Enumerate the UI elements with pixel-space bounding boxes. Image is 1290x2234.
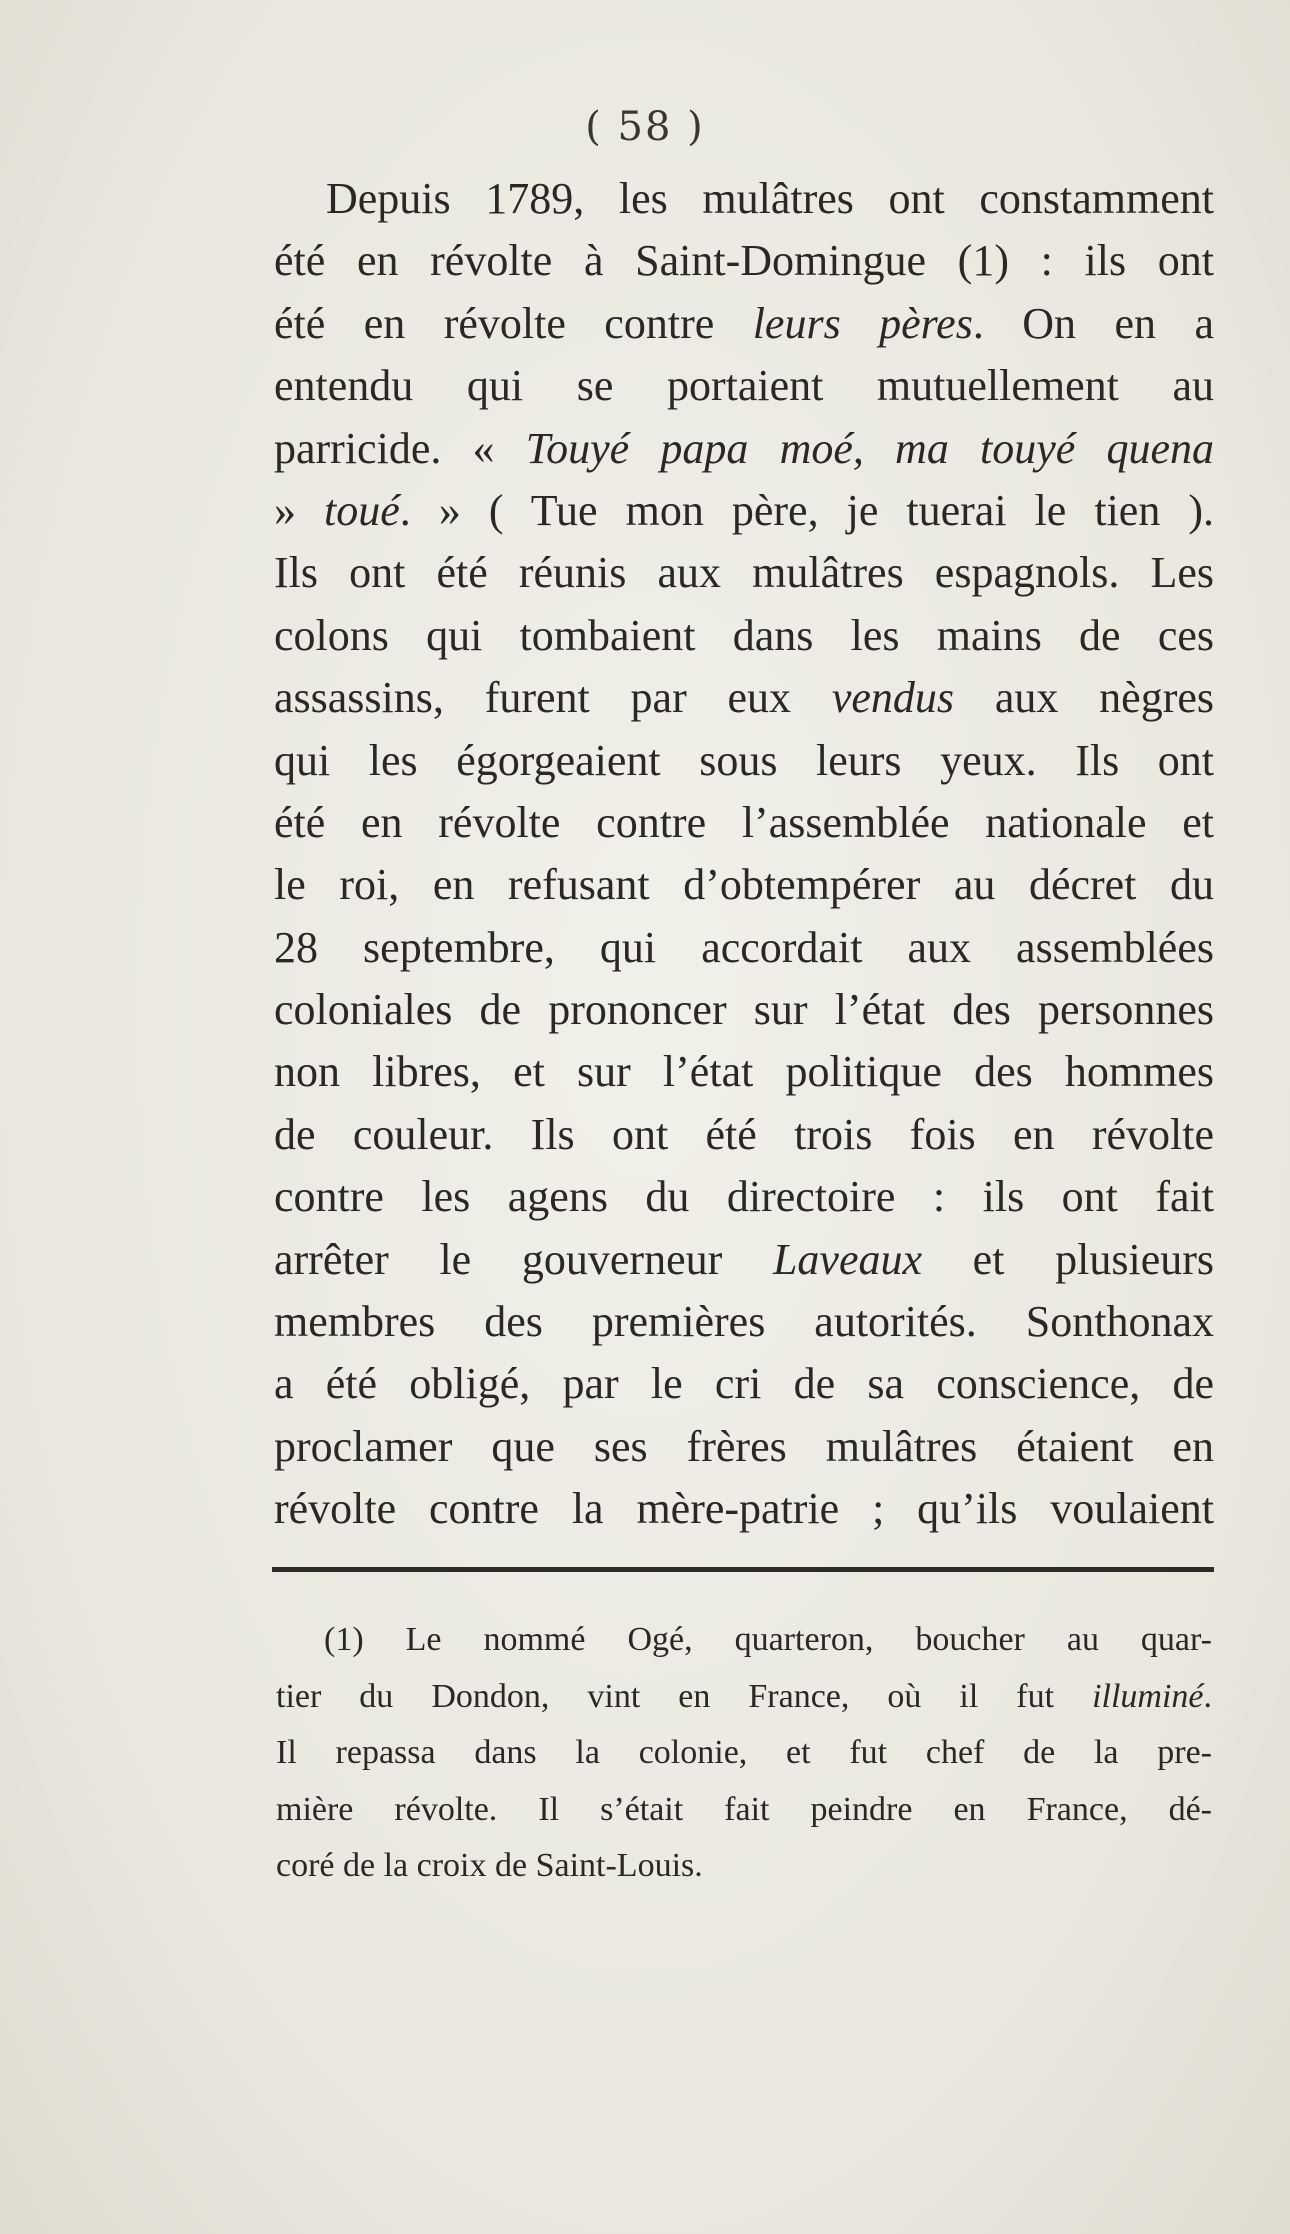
text-span-italic: illuminé (1092, 1677, 1204, 1715)
text-line (274, 1041, 1214, 1103)
text-span: parricide. « (274, 423, 526, 473)
text-line (274, 542, 1214, 604)
text-span: contre les agens du directoire : ils ont fait (274, 1172, 1214, 1222)
footnote-line (276, 1782, 1212, 1839)
text-span: » (274, 485, 325, 535)
text-line (274, 1229, 1214, 1291)
text-span: été en révolte contre l’assemblée nationale et (274, 797, 1214, 847)
text-span-italic: Laveaux (772, 1234, 922, 1284)
text-span: a été obligé, par le cri de sa conscience, de (274, 1359, 1214, 1409)
text-span: Ils ont été réunis aux mulâtres espagnols. Les (274, 548, 1214, 598)
footnote-line (276, 1612, 1212, 1669)
text-span: non libres, et sur l’état politique des hommes (274, 1047, 1214, 1097)
text-line (274, 1353, 1214, 1415)
text-span: arrêter le gouverneur (274, 1234, 773, 1284)
text-span: qui les égorgeaient sous leurs yeux. Ils ont (274, 735, 1214, 785)
text-span: été en révolte contre (274, 298, 753, 348)
text-span: . (1203, 1677, 1212, 1715)
text-span: de couleur. Ils ont été trois fois en révolte (274, 1109, 1214, 1159)
text-span: colons qui tombaient dans les mains de ces (274, 610, 1214, 660)
text-span-italic: toué (324, 485, 400, 535)
text-line (274, 168, 1214, 230)
text-span: mière révolte. Il s’était fait peindre en France, dé- (276, 1790, 1212, 1828)
text-line (274, 917, 1214, 979)
text-line (274, 979, 1214, 1041)
text-line (274, 854, 1214, 916)
text-line (274, 1104, 1214, 1166)
footnote-line (276, 1838, 1212, 1895)
text-span-italic: Touyé papa moé, ma touyé quena (525, 423, 1215, 473)
text-span: et plusieurs (922, 1234, 1214, 1284)
text-line (274, 792, 1214, 854)
text-span: entendu qui se portaient mutuellement au (274, 361, 1214, 411)
text-line (274, 605, 1214, 667)
text-span-italic: leurs pères (752, 298, 973, 348)
text-span: (1) Le nommé Ogé, quarteron, boucher au quar- (324, 1621, 1212, 1658)
text-line (274, 293, 1214, 355)
text-span: . » ( Tue mon père, je tuerai le tien ). (399, 485, 1215, 535)
text-span: assassins, furent par eux (274, 673, 832, 723)
text-line (274, 667, 1214, 729)
main-text (274, 168, 1214, 1541)
footnote-line (276, 1669, 1212, 1726)
text-line (274, 418, 1214, 480)
text-span: aux nègres (954, 673, 1214, 723)
text-span: coloniales de prononcer sur l’état des personnes (274, 985, 1214, 1035)
text-line (274, 730, 1214, 792)
text-span: tier du Dondon, vint en France, où il fut (276, 1677, 1093, 1715)
text-line (274, 355, 1214, 417)
text-line (274, 230, 1214, 292)
text-span: révolte contre la mère-patrie ; qu’ils voulaient (274, 1484, 1214, 1534)
text-line (274, 1166, 1214, 1228)
text-span: 28 septembre, qui accordait aux assemblées (274, 922, 1214, 972)
footnote-line (276, 1725, 1212, 1782)
text-line (274, 480, 1214, 542)
text-line (274, 1416, 1214, 1478)
text-span: Il repassa dans la colonie, et fut chef de la pre- (276, 1734, 1212, 1771)
text-span: proclamer que ses frères mulâtres étaient en (274, 1421, 1214, 1471)
text-span: le roi, en refusant d’obtempérer au décret du (274, 860, 1214, 910)
text-span: . On en a (972, 298, 1214, 348)
text-span-italic: vendus (831, 673, 955, 723)
text-span: été en révolte à Saint-Domingue (1) : ils ont (274, 236, 1214, 286)
text-span: coré de la croix de Saint-Louis. (276, 1847, 703, 1884)
text-span: membres des premières autorités. Sonthonax (274, 1297, 1214, 1347)
page-number: ( 58 ) (585, 104, 705, 150)
text-span: Depuis 1789, les mulâtres ont constamment (326, 174, 1214, 223)
footnote-rule (272, 1567, 1214, 1572)
text-line (274, 1478, 1214, 1540)
footnote (276, 1612, 1212, 1895)
text-line (274, 1291, 1214, 1353)
